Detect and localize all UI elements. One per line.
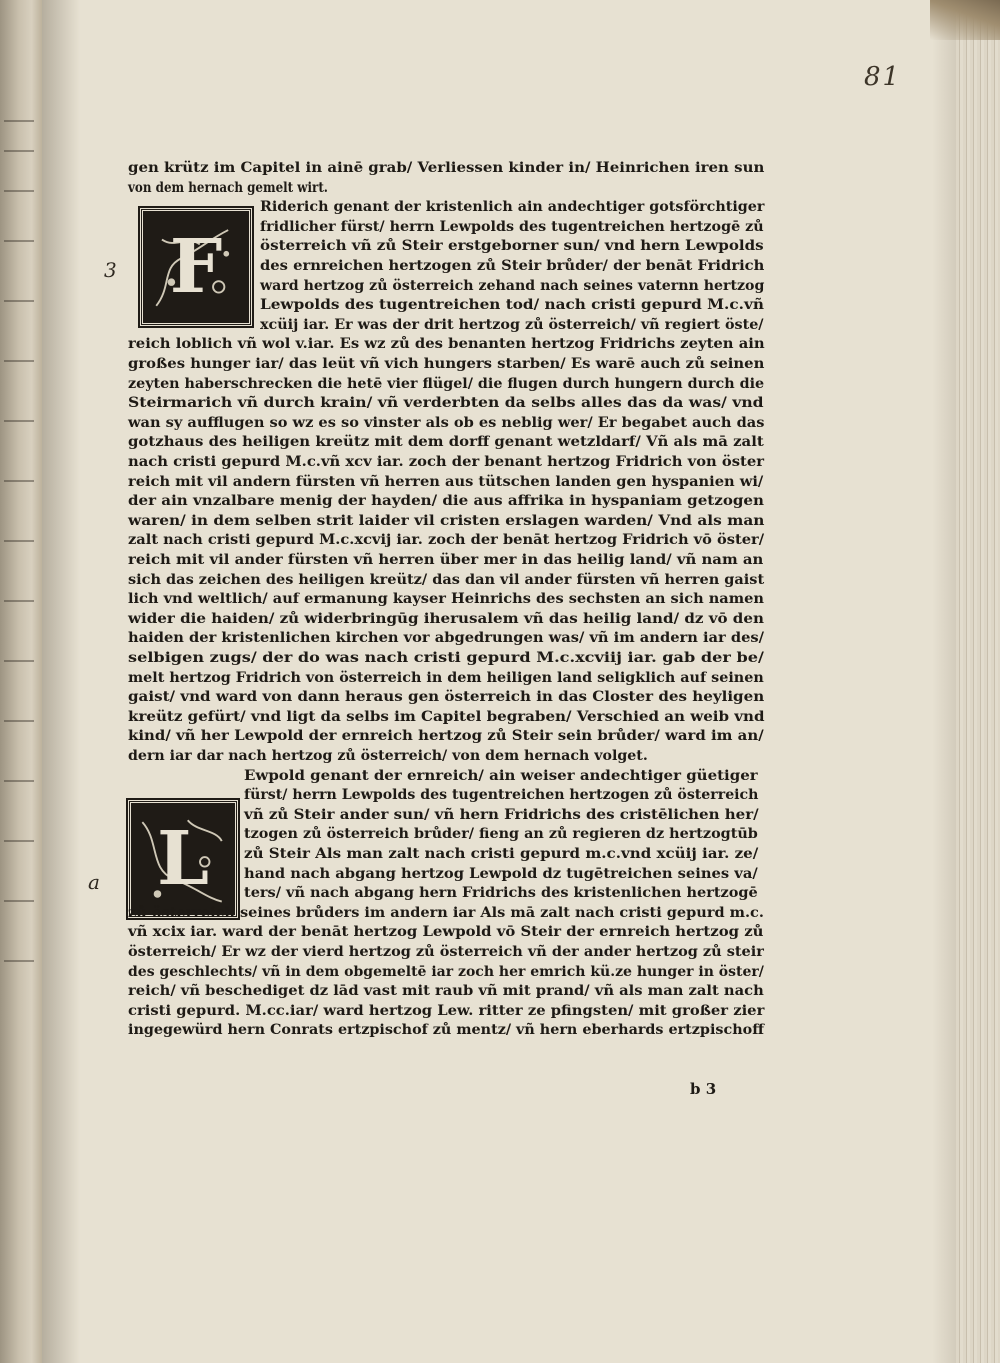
text-line: österreich/ Er wz der vierd hertzog zů österreich vñ der ander hertzog zů steir <box>128 944 764 960</box>
gutter-shadow <box>42 0 80 1363</box>
text-line: fridlicher fürst/ herrn Lewpolds des tugentreichen hertzogē zů <box>260 218 764 235</box>
marginal-mark: 3 <box>104 258 117 282</box>
text-line: gaist/ vnd ward von dann heraus gen österreich in das Closter des heyligen <box>128 689 765 706</box>
text-line: lich vnd weltlich/ auf ermanung kayser Heinrichs des sechsten an sich namen <box>128 591 764 608</box>
text-line: zů österreich seines brůders im andern iar Als mā zalt nach cristi gepurd m.c. <box>128 904 764 921</box>
text-line: Ewpold genant der ernreich/ ain weiser andechtiger güetiger <box>244 767 758 784</box>
text-line: österreich vñ zů Steir erstgeborner sun/ vnd hern Lewpolds <box>260 238 764 255</box>
text-line: von dem hernach gemelt wirt. <box>128 179 328 196</box>
text-line: reich mit vil ander fürsten vñ herren über mer in das heilig land/ vñ nam an <box>128 552 764 568</box>
edge-shadow <box>932 0 956 1363</box>
text-line: zeyten haberschrecken die hetē vier flügel/ die flugen durch hungern durch die <box>128 375 765 392</box>
text-line: cristi gepurd. M.cc.iar/ ward hertzog Lew. ritter ze pfingsten/ mit großer zier <box>128 1002 765 1019</box>
text-line: zalt nach cristi gepurd M.c.xcvij iar. zoch der benāt hertzog Fridrich vō öster/ <box>128 532 765 549</box>
folio-number: 81 <box>864 62 902 92</box>
text-line: des geschlechts/ vñ in dem obgemeltē iar zoch her emrich kü.ze hunger in öster/ <box>128 963 764 980</box>
page-stack-edge <box>956 0 1000 1363</box>
text-line: ward hertzog zů österreich zehand nach seines vaternn hertzog <box>260 277 765 294</box>
text-line: kind/ vñ her Lewpold der ernreich hertzog zů Steir sein brůder/ ward im an/ <box>128 728 764 745</box>
text-line: tzogen zů österreich brůder/ fieng an zů regieren dz hertzogtūb <box>244 826 758 843</box>
signature-mark: b 3 <box>690 1080 717 1098</box>
text-line: Lewpolds des tugentreichen tod/ nach cristi gepurd M.c.vñ <box>260 297 764 314</box>
text-line: ters/ vñ nach abgang hern Fridrichs des kristenlichen hertzogē <box>244 885 758 902</box>
text-line: nach cristi gepurd M.c.vñ xcv iar. zoch der benant hertzog Fridrich von öster <box>128 454 765 470</box>
text-line: reich loblich vñ wol v.iar. Es wz zů des benanten hertzog Fridrichs zeyten ain <box>128 336 765 353</box>
text-line: zů Steir Als man zalt nach cristi gepurd m.c.vnd xcüij iar. ze/ <box>244 846 759 862</box>
text-line: vñ xcix iar. ward der benāt hertzog Lewpold vō Steir der ernreich hertzog zů <box>128 924 764 941</box>
text-line: gen krütz im Capitel in ainē grab/ Verliessen kinder in/ Heinrichen iren sun <box>128 160 765 176</box>
text-line: Riderich genant der kristenlich ain andechtiger gotsförchtiger <box>260 199 765 216</box>
text-line: ingegewürd hern Conrats ertzpischof zů mentz/ vñ hern eberhards ertzpischoff <box>128 1022 764 1039</box>
text-line: hand nach abgang hertzog Lewpold dz tugētreichen seines va/ <box>244 865 758 882</box>
text-line: der ain vnzalbare menig der hayden/ die aus affrika in hyspaniam getzogen <box>128 493 764 510</box>
text-line: reich/ vñ beschediget dz lād vast mit raub vñ mit prand/ vñ als man zalt nach <box>128 983 764 1000</box>
decorated-initial <box>128 800 238 918</box>
text-line: Steirmarich vñ durch krain/ vñ verderbten da selbs alles das da was/ vnd <box>128 395 764 412</box>
text-line: selbigen zugs/ der do was nach cristi gepurd M.c.xcviij iar. gab der be/ <box>128 650 764 666</box>
text-line: xcüij iar. Er was der drit hertzog zů österreich/ vñ regiert öste/ <box>260 316 764 333</box>
initial-letter: F <box>169 223 223 310</box>
text-line: großes hunger iar/ das leüt vñ vich hungers starben/ Es warē auch zů seinen <box>128 356 765 372</box>
text-line: kreütz gefürt/ vnd ligt da selbs im Capitel begraben/ Verschied an weib vnd <box>128 708 765 725</box>
marginal-mark: a <box>88 870 100 894</box>
binding-corner <box>930 0 1000 40</box>
text-line: haiden der kristenlichen kirchen vor abgedrungen was/ vñ im andern iar des/ <box>128 630 765 647</box>
initial-letter: L <box>156 815 210 902</box>
text-line: des ernreichen hertzogen zů Steir brůder/ der benāt Fridrich <box>260 258 765 274</box>
text-line: gotzhaus des heiligen kreütz mit dem dorff genant wetzldarf/ Vñ als mā zalt <box>128 434 764 451</box>
text-line: wan sy aufflugen so wz es so vinster als ob es neblig wer/ Er begabet auch das <box>128 414 765 431</box>
decorated-initial <box>140 208 252 326</box>
text-block <box>128 160 778 1110</box>
text-line: reich mit vil andern fürsten vñ herren aus tütschen landen gen hyspanien wi/ <box>128 473 764 490</box>
text-line: wider die haiden/ zů widerbringūg iherusalem vñ das heilig land/ dz vō den <box>128 610 764 627</box>
text-line: sich das zeichen des heiligen kreütz/ das dan vil ander fürsten vñ herren gaist <box>128 571 765 588</box>
text-line: fürst/ herrn Lewpolds des tugentreichen hertzogen zů österreich <box>244 787 759 804</box>
text-line: waren/ in dem selben strit laider vil cristen erslagen warden/ Vnd als man <box>128 512 765 529</box>
text-line: vñ zů Steir ander sun/ vñ hern Fridrichs des cristēlichen her/ <box>244 806 759 823</box>
text-line: dern iar dar nach hertzog zů österreich/ von dem hernach volget. <box>128 748 648 764</box>
text-line: melt hertzog Fridrich von österreich in dem heiligen land seligklich auf seinen <box>128 669 764 686</box>
facing-page-edge <box>0 0 42 1363</box>
